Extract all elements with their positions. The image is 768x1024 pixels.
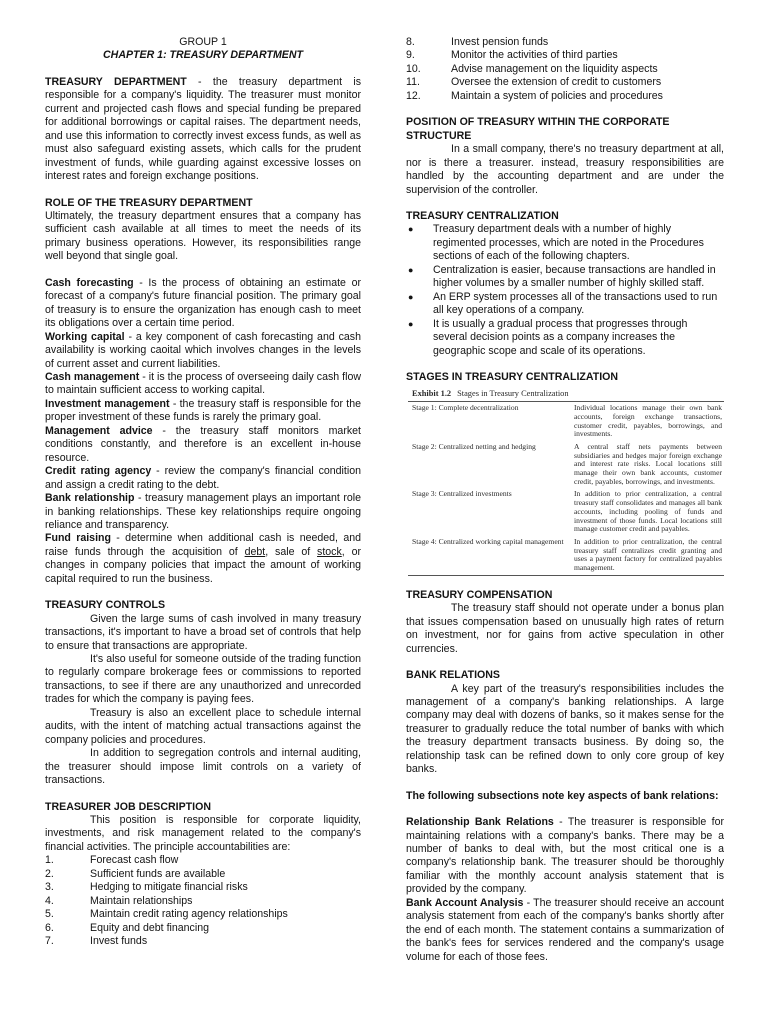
bullet-icon: ●	[408, 224, 414, 235]
description-cell: Individual locations manage their own bank accounts, foreign exchange transactions, customer credit, payables, borrowings, and investments.	[574, 403, 722, 439]
subsections-heading: The following subsections note key aspects of bank relations:	[406, 789, 719, 802]
stage-cell: Stage 1: Complete decentralization	[412, 403, 519, 413]
list-number: 10.	[406, 62, 421, 75]
list-text: Invest funds	[90, 935, 148, 948]
list-number: 1.	[45, 854, 54, 867]
table-row	[408, 536, 724, 576]
stage-cell: Stage 2: Centralized netting and hedging	[412, 441, 536, 451]
management-advice-term: Management advice	[45, 424, 153, 437]
list-item	[406, 291, 724, 318]
job-text: This position is responsible for corporate liquidity, investments, and risk management related to the company's financial activities. The principle accountabilities are:	[45, 814, 361, 853]
list-text: An ERP system processes all of the transactions used to run all key operations of a company.	[433, 290, 718, 317]
cash-management-paragraph	[45, 371, 361, 398]
bank-heading: BANK RELATIONS	[406, 669, 500, 682]
group-label: GROUP 1	[179, 36, 227, 48]
relationship-bank-term: Relationship Bank Relations	[406, 816, 554, 829]
fund-raising-text-b: , sale of	[265, 545, 318, 558]
list-number: 4.	[45, 894, 54, 907]
list-number: 12.	[406, 89, 421, 102]
bank-relationship-text: - treasury management plays an important role in banking relationships. These key relationships require ongoing reliance and transparency.	[45, 492, 362, 531]
exhibit-title	[408, 388, 724, 402]
exhibit-title-text: Stages in Treasury Centralization	[457, 389, 569, 399]
list-text: Hedging to mitigate financial risks	[90, 881, 248, 894]
list-item	[45, 881, 361, 894]
right-column	[406, 36, 724, 964]
bank-relationship-paragraph	[45, 492, 361, 532]
controls-paragraph-3: Treasury is also an excellent place to schedule internal audits, with the intent of matching actual transactions against the company policies and procedures.	[45, 706, 361, 746]
list-item	[45, 854, 361, 867]
list-number: 9.	[406, 49, 415, 62]
list-number: 6.	[45, 921, 54, 934]
list-number: 11.	[406, 76, 420, 89]
credit-rating-text: - review the company's financial condition and assign a credit rating to the debt.	[45, 465, 361, 491]
working-capital-paragraph	[45, 331, 361, 371]
list-item	[406, 76, 724, 89]
centralization-list	[406, 223, 724, 358]
list-text: It is usually a gradual process that progresses through several decision points as a company increases the geographic scope and scale of its operations.	[433, 317, 688, 357]
list-number: 7.	[45, 935, 54, 948]
list-text: Sufficient funds are available	[90, 867, 226, 880]
list-item	[406, 36, 724, 49]
list-text: Invest pension funds	[451, 36, 549, 48]
relationship-bank-text: - The treasurer is responsible for maintaining relations with a company's banks. There may be a number of banks to deal with, but the most critical one is a company's relationship bank. The treasurer should be thoroughly familiar with the monthly account analysis statement that is provided by the company.	[406, 816, 724, 896]
description-cell: A central staff nets payments between subsidiaries and hedges major foreign exchange and interest rate risks. Local locations still manage their own bank accounts, customer credit, payables, borrowings, and investments.	[574, 441, 722, 486]
chapter-title: CHAPTER 1: TREASURY DEPARTMENT	[103, 49, 303, 62]
fund-raising-text-a: - determine when additional cash is needed, and raise funds through the acquisition of	[45, 532, 362, 558]
stage-cell: Stage 4: Centralized working capital management	[412, 536, 564, 546]
credit-rating-paragraph	[45, 465, 361, 492]
account-analysis-paragraph	[406, 897, 724, 964]
list-item	[406, 63, 724, 76]
list-number: 2.	[45, 867, 54, 880]
bullet-icon: ●	[408, 264, 414, 275]
list-text: Maintain a system of policies and procedures	[451, 89, 663, 102]
management-advice-paragraph	[45, 425, 361, 465]
stages-heading: STAGES IN TREASURY CENTRALIZATION	[406, 370, 619, 383]
list-text: Centralization is easier, because transactions are handled in higher volumes by a smaller number of highly skilled staff.	[433, 263, 716, 290]
cash-forecasting-text: - Is the process of obtaining an estimate or forecast of a company's future financial position. The primary goal of treasury is to ensure the organization has enough cash to meet its obligations over a certain time period.	[45, 276, 361, 330]
position-heading: POSITION OF TREASURY WITHIN THE CORPORATE STRUCTURE	[406, 116, 670, 142]
job-list-right	[406, 36, 724, 103]
bullet-icon: ●	[408, 318, 414, 329]
list-item	[45, 895, 361, 908]
list-item	[406, 49, 724, 62]
job-list-left	[45, 854, 361, 948]
list-item	[406, 318, 724, 358]
controls-paragraph-1: Given the large sums of cash involved in many treasury transactions, it's important to have a broad set of controls that help to ensure that transactions are appropriate.	[45, 612, 361, 652]
list-text: Treasury department deals with a number of highly regimented processes, which are noted in the Procedures sections of each of the following chapters.	[433, 223, 704, 263]
table-row	[408, 488, 724, 536]
fund-raising-term: Fund raising	[45, 532, 111, 545]
left-column	[45, 36, 361, 949]
list-item	[406, 90, 724, 103]
table-row	[408, 402, 724, 441]
job-heading: TREASURER JOB DESCRIPTION	[45, 800, 211, 813]
bank-text: A key part of the treasury's responsibilities includes the management of a company's banking relationships. A large company may deal with dozens of banks, so it makes sense for the treasurer to gradually reduce the total number of banks with which the treasury department transacts business. By doing so, the relationship task can be refined down to only core group of key banks.	[406, 682, 724, 776]
intro-term: TREASURY DEPARTMENT	[45, 75, 187, 88]
list-text: Forecast cash flow	[90, 854, 179, 867]
description-cell: In addition to prior centralization, the central treasury staff centralizes credit granting and uses a payment factory for centralized payables management.	[574, 536, 722, 573]
list-number: 8.	[406, 36, 415, 48]
investment-management-term: Investment management	[45, 397, 170, 410]
position-text: In a small company, there's no treasury department at all, nor is there a treasurer. instead, treasury responsibilities are handled by the accounting department and are under the supervision of the controller.	[406, 143, 724, 196]
fund-raising-paragraph	[45, 532, 361, 586]
bullet-icon: ●	[408, 291, 414, 302]
investment-management-paragraph	[45, 398, 361, 425]
debt-link[interactable]: debt	[244, 545, 266, 558]
cash-forecasting-paragraph	[45, 277, 361, 331]
exhibit-table	[408, 388, 724, 575]
bank-relationship-term: Bank relationship	[45, 492, 135, 505]
list-item	[406, 264, 724, 291]
exhibit-label: Exhibit 1.2	[412, 389, 452, 399]
compensation-text: The treasury staff should not operate under a bonus plan that issues compensation based on unusually high rates of return on investment, nor for gains from active speculation in other currencies.	[406, 602, 724, 655]
list-text: Advise management on the liquidity aspects	[451, 62, 658, 75]
list-item	[45, 908, 361, 921]
stage-cell: Stage 3: Centralized investments	[412, 489, 512, 499]
controls-paragraph-2: It's also useful for someone outside of the trading function to regularly compare brokerage fees or commissions to reported transactions, to see if there are any unauthorized and unrecorded trades for which the company is paying fees.	[45, 653, 361, 706]
list-number: 3.	[45, 881, 54, 894]
list-text: Oversee the extension of credit to customers	[451, 76, 662, 89]
credit-rating-term: Credit rating agency	[45, 465, 152, 478]
list-number: 5.	[45, 908, 54, 921]
description-cell: In addition to prior centralization, a central treasury staff consolidates and manages all bank accounts, including pooling of funds and investment of those funds. Local locations still manage customer credit and payables.	[574, 489, 722, 534]
controls-paragraph-4: In addition to segregation controls and internal auditing, the treasurer should impose limit controls on a variety of transactions.	[45, 747, 361, 787]
controls-heading: TREASURY CONTROLS	[45, 599, 166, 612]
list-item	[45, 868, 361, 881]
list-text: Maintain credit rating agency relationships	[90, 908, 288, 921]
role-text: Ultimately, the treasury department ensures that a company has sufficient cash available at all times to meet the needs of its primary business operations. However, its responsibilities range well beyond that single goal.	[45, 209, 361, 263]
cash-management-text: - it is the process of overseeing daily cash flow to maintain sufficient access to working capital.	[45, 370, 361, 397]
intro-text: - the treasury department is responsible for a company's liquidity. The treasurer must monitor current and projected cash flows and special funding be prepared for additional borrowings or capital raises. The department needs, and use this information to correctly invest excess funds, as well as must also safeguard existing assets, which calls for the prudent investment of funds, while guarding against excessive losses on interest rates and foreign exchange positions.	[45, 75, 361, 183]
stock-link[interactable]: stock	[317, 545, 342, 558]
list-text: Maintain relationships	[90, 894, 193, 907]
table-row	[408, 441, 724, 489]
list-text: Equity and debt financing	[90, 921, 209, 934]
management-advice-text: - the treasury staff monitors market conditions constantly, and therefore is an excellent in-house resource.	[45, 424, 361, 464]
cash-forecasting-term: Cash forecasting	[45, 276, 134, 289]
account-analysis-term: Bank Account Analysis	[406, 896, 524, 909]
intro-paragraph	[45, 76, 361, 184]
list-item	[45, 935, 361, 948]
account-analysis-text: - The treasurer should receive an account analysis statement from each of the company's banks shortly after the end of each month. The statement contains a summarization of the bank's fees for services rendered and the company's usage volume for each of those fees.	[406, 896, 724, 963]
investment-management-text: - the treasury staff is responsible for the proper investment of these funds is rarely the primary goal.	[45, 397, 361, 424]
working-capital-term: Working capital	[45, 330, 125, 343]
role-heading: ROLE OF THE TREASURY DEPARTMENT	[45, 196, 253, 209]
relationship-bank-paragraph	[406, 816, 724, 897]
centralization-heading: TREASURY CENTRALIZATION	[406, 209, 559, 222]
compensation-heading: TREASURY COMPENSATION	[406, 588, 553, 601]
list-text: Monitor the activities of third parties	[451, 49, 618, 62]
list-item	[45, 922, 361, 935]
fund-raising-text-c: , or changes in company policies that impact the amount of working capital required to run the business.	[45, 545, 362, 585]
list-item	[406, 223, 724, 263]
cash-management-term: Cash management	[45, 370, 140, 383]
working-capital-text: - a key component of cash forecasting and cash availability is working caoital which involves changes in the levels of current asset and current liabilities.	[45, 330, 361, 370]
